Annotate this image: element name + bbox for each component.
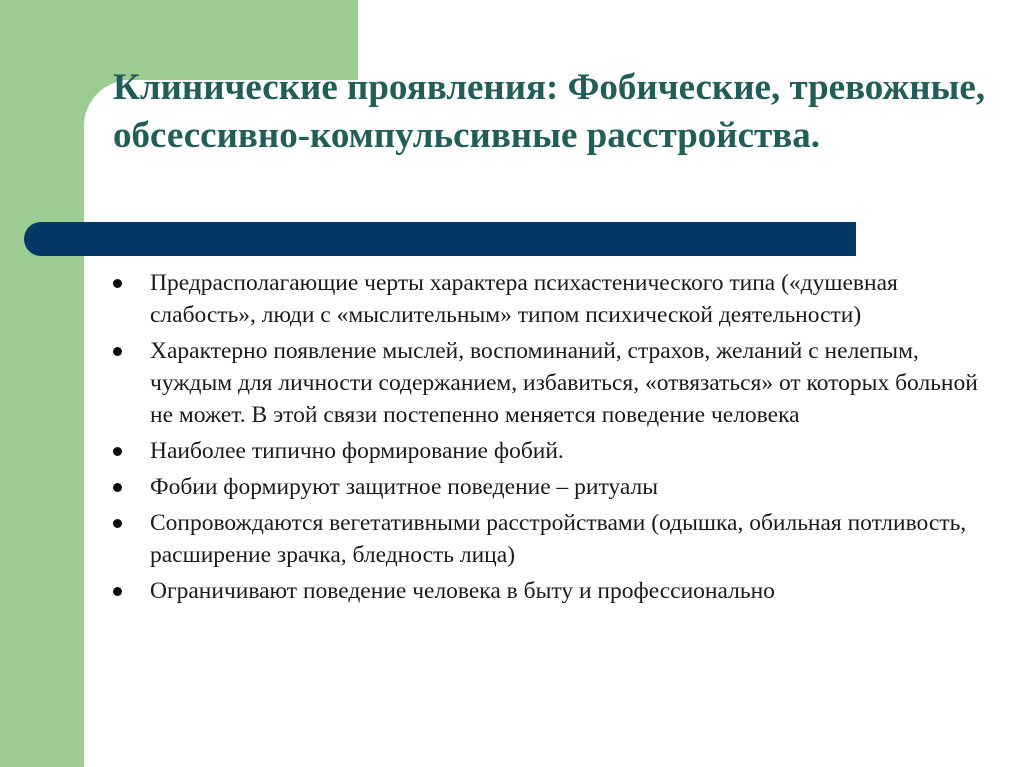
bullet-text: Ограничивают поведение человека в быту и профессионально bbox=[150, 578, 775, 604]
bullet-item-rituals bbox=[110, 471, 1005, 503]
bullet-dot-icon bbox=[113, 447, 122, 456]
bullet-text: Характерно появление мыслей, воспоминаний, страхов, желаний с нелепым, чуждым для личности содержанием, избавиться, «отвязаться» от которых больной не может. В этой связи постепенно меняется поведение человека bbox=[150, 338, 978, 428]
bullet-item-predisposing-traits bbox=[110, 267, 1005, 331]
bullet-dot-icon bbox=[113, 279, 122, 288]
slide-title: Клинические проявления: Фобические, тревожные, обсессивно-компульсивные расстройства. bbox=[113, 67, 986, 156]
bullet-text: Сопровождаются вегетативными расстройствами (одышка, обильная потливость, расширение зрачка, бледность лица) bbox=[150, 510, 967, 568]
bullet-list bbox=[110, 267, 1005, 611]
title-divider-bar bbox=[24, 222, 856, 256]
bullet-text: Предрасполагающие черты характера психастенического типа («душевная слабость», люди с «мыслительным» типом психической деятельности) bbox=[150, 270, 898, 328]
bullet-text: Наиболее типично формирование фобий. bbox=[150, 438, 564, 464]
bullet-dot-icon bbox=[113, 519, 122, 528]
bullet-item-vegetative-disorders bbox=[110, 507, 1005, 571]
bullet-text: Фобии формируют защитное поведение – ритуалы bbox=[150, 474, 659, 500]
bullet-item-intrusive-thoughts bbox=[110, 335, 1005, 431]
bullet-dot-icon bbox=[113, 483, 122, 492]
bullet-dot-icon bbox=[113, 587, 122, 596]
bullet-item-phobias bbox=[110, 435, 1005, 467]
bullet-item-behavior-limits bbox=[110, 575, 1005, 607]
bullet-dot-icon bbox=[113, 347, 122, 356]
